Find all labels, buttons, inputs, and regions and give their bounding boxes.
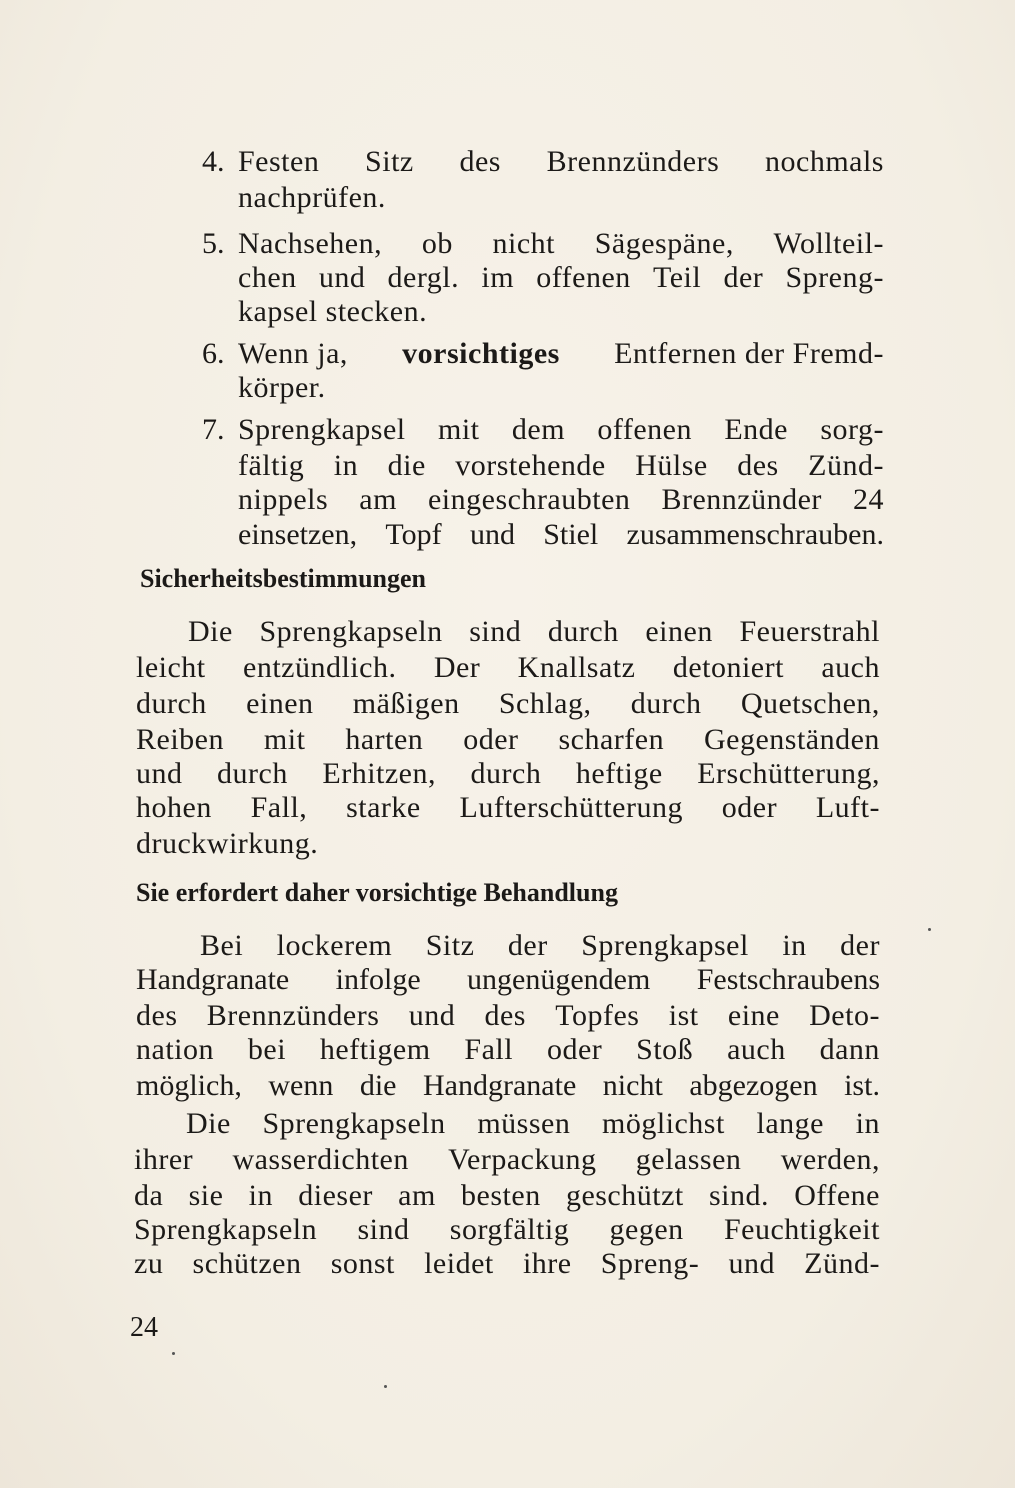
text-line: druckwirkung. <box>136 827 319 860</box>
word: Festen <box>238 145 320 178</box>
text-line <box>238 260 884 296</box>
word: Lufterschütterung <box>459 791 683 824</box>
word: des <box>136 999 178 1032</box>
word: gegen <box>609 1213 684 1246</box>
word: und <box>408 999 456 1032</box>
text-line: kapsel stecken. <box>238 295 428 328</box>
word: Fall <box>464 1033 514 1066</box>
word: der <box>507 929 548 962</box>
word: sie <box>188 1179 224 1212</box>
word: Spreng- <box>785 261 884 294</box>
word: Sprengkapsel <box>581 929 749 962</box>
word: möglich, <box>136 1069 242 1102</box>
text-line <box>136 790 880 826</box>
word: Teil <box>653 261 702 294</box>
word: und <box>136 757 183 790</box>
word: Festschraubens <box>696 963 880 996</box>
word: am <box>398 1179 436 1212</box>
word: durch <box>547 615 619 648</box>
word: detoniert <box>672 651 784 684</box>
word: infolge <box>335 963 421 996</box>
word: chen <box>238 261 297 294</box>
word: Ende <box>724 413 788 446</box>
word: heftige <box>575 757 663 790</box>
word: oder <box>463 723 519 756</box>
text-line <box>238 144 884 180</box>
word: Schlag, <box>498 687 592 720</box>
word: lockerem <box>276 929 393 962</box>
word: Spreng- <box>600 1247 700 1280</box>
text-line: körper. <box>238 371 326 404</box>
word: Luft- <box>815 791 880 824</box>
word: offenen <box>597 413 692 446</box>
text-line <box>200 928 880 964</box>
word: besten <box>461 1179 541 1212</box>
text-line <box>136 962 880 998</box>
text-line <box>136 1068 880 1104</box>
word: zu <box>134 1247 164 1280</box>
word: und <box>318 261 366 294</box>
word: lange <box>756 1107 824 1140</box>
word: eingeschraubten <box>427 483 631 516</box>
word: Stiel <box>543 518 599 551</box>
word: ist. <box>844 1069 880 1102</box>
word: mäßigen <box>352 687 460 720</box>
word: Topfes <box>555 999 640 1032</box>
text-line <box>136 686 880 722</box>
word: des <box>459 145 501 178</box>
word: ob <box>421 227 453 260</box>
word: dem <box>511 413 566 446</box>
word: in <box>248 1179 273 1212</box>
word: 24 <box>853 483 884 516</box>
text-line <box>136 1032 880 1068</box>
word: Erschütterung, <box>697 757 880 790</box>
word: durch <box>217 757 288 790</box>
word: einen <box>645 615 713 648</box>
paper-speck <box>384 1385 387 1388</box>
word: die <box>387 449 426 482</box>
word: im <box>481 261 515 294</box>
word: Hülse <box>635 449 708 482</box>
word: am <box>359 483 397 516</box>
word: sonst <box>330 1247 395 1280</box>
word: fältig <box>238 449 305 482</box>
word: Erhitzen, <box>322 757 436 790</box>
text-line <box>238 448 884 484</box>
section-heading: Sie erfordert daher vorsichtige Behandlung <box>136 878 618 907</box>
list-number: 6. <box>202 337 225 370</box>
word: starke <box>346 791 421 824</box>
word: die <box>359 1069 397 1102</box>
word: Brennzünder <box>661 483 822 516</box>
word: Handgranate <box>423 1069 577 1102</box>
word: Sprengkapseln <box>259 615 443 648</box>
word: Verpackung <box>448 1143 597 1176</box>
word: Brennzünders <box>546 145 720 178</box>
word: Reiben <box>136 723 224 756</box>
word: ungenügendem <box>467 963 651 996</box>
word: Feuerstrahl <box>739 615 880 648</box>
word: wasserdichten <box>232 1143 409 1176</box>
word: des <box>484 999 526 1032</box>
word: sind <box>469 615 522 648</box>
word: nippels <box>238 483 329 516</box>
word: ihre <box>522 1247 572 1280</box>
word: einsetzen, <box>238 518 358 551</box>
word: nation <box>136 1033 214 1066</box>
word: werden, <box>780 1143 880 1176</box>
text-segment: Entfernen der Fremd- <box>614 337 884 370</box>
word: in <box>782 929 807 962</box>
text-line <box>238 226 884 262</box>
word: vorstehende <box>455 449 606 482</box>
word: dieser <box>298 1179 373 1212</box>
text-line <box>136 722 880 758</box>
word: hohen <box>136 791 212 824</box>
word: sorgfältig <box>449 1213 570 1246</box>
page-number: 24 <box>130 1312 158 1343</box>
word: Zünd- <box>808 449 884 482</box>
word: in <box>855 1107 880 1140</box>
word: dann <box>819 1033 880 1066</box>
word: müssen <box>477 1107 571 1140</box>
word: wenn <box>268 1069 334 1102</box>
word: Nachsehen, <box>238 227 383 260</box>
word: Die <box>186 1107 231 1140</box>
text-line <box>238 482 884 518</box>
word: Fall, <box>250 791 308 824</box>
word: oder <box>546 1033 603 1066</box>
word: Feuchtigkeit <box>723 1213 880 1246</box>
text-line <box>186 1106 880 1142</box>
word: der <box>723 261 764 294</box>
word: leidet <box>424 1247 494 1280</box>
word: Sprengkapseln <box>134 1213 318 1246</box>
word: und <box>728 1247 775 1280</box>
text-line: nachprüfen. <box>238 181 386 214</box>
word: durch <box>630 687 702 720</box>
word: Sprengkapseln <box>262 1107 446 1140</box>
word: Sprengkapsel <box>238 413 406 446</box>
word: Bei <box>200 929 244 962</box>
word: nicht <box>492 227 556 260</box>
word: sind. <box>708 1179 769 1212</box>
word: harten <box>345 723 424 756</box>
word: durch <box>470 757 542 790</box>
word: durch <box>136 687 207 720</box>
text-segment: Wenn ja, <box>238 337 348 370</box>
emphasis-text: vorsichtiges <box>402 337 560 370</box>
word: zusammenschrauben. <box>626 518 884 551</box>
word: Die <box>188 615 233 648</box>
word: auch <box>821 651 880 684</box>
list-number: 5. <box>202 227 225 260</box>
word: Sitz <box>365 145 414 178</box>
text-line <box>134 1178 880 1214</box>
word: ist <box>668 999 699 1032</box>
word: mit <box>438 413 480 446</box>
word: Brennzünders <box>206 999 380 1032</box>
word: Stoß <box>636 1033 694 1066</box>
word: Knallsatz <box>517 651 636 684</box>
list-number: 4. <box>202 145 225 178</box>
word: offenen <box>536 261 631 294</box>
paper-speck <box>172 1352 175 1355</box>
word: Topf <box>385 518 442 551</box>
text-line <box>188 614 880 650</box>
text-line <box>134 1212 880 1248</box>
word: geschützt <box>565 1179 684 1212</box>
word: oder <box>721 791 778 824</box>
word: Handgranate <box>136 963 290 996</box>
word: der <box>840 929 880 962</box>
list-number: 7. <box>202 413 225 446</box>
word: möglichst <box>601 1107 725 1140</box>
word: Wollteil- <box>773 227 884 260</box>
word: ihrer <box>134 1143 194 1176</box>
text-line <box>136 998 880 1034</box>
word: scharfen <box>558 723 665 756</box>
word: Deto- <box>809 999 880 1032</box>
word: sind <box>357 1213 410 1246</box>
word: und <box>469 518 515 551</box>
section-heading: Sicherheitsbestimmungen <box>140 564 426 593</box>
word: abgezogen <box>689 1069 818 1102</box>
word: entzündlich. <box>243 651 397 684</box>
word: einen <box>246 687 314 720</box>
paper-speck <box>928 928 931 931</box>
word: Sägespäne, <box>594 227 734 260</box>
text-line <box>134 1142 880 1178</box>
word: schützen <box>192 1247 302 1280</box>
word: in <box>333 449 359 482</box>
text-line <box>134 1246 880 1282</box>
word: Sitz <box>425 929 475 962</box>
word: Offene <box>794 1179 880 1212</box>
word: leicht <box>136 651 206 684</box>
word: des <box>737 449 779 482</box>
word: dergl. <box>387 261 460 294</box>
word: eine <box>727 999 780 1032</box>
word: auch <box>727 1033 786 1066</box>
word: Der <box>433 651 481 684</box>
word: sorg- <box>820 413 884 446</box>
text-line <box>136 650 880 686</box>
text-line <box>238 336 884 372</box>
word: Quetschen, <box>740 687 880 720</box>
text-line <box>136 756 880 792</box>
word: heftigem <box>319 1033 431 1066</box>
word: Gegenständen <box>704 723 880 756</box>
word: bei <box>247 1033 287 1066</box>
word: nochmals <box>765 145 884 178</box>
word: nicht <box>602 1069 663 1102</box>
text-line <box>238 412 884 448</box>
word: da <box>134 1179 164 1212</box>
text-line <box>238 517 884 553</box>
word: mit <box>263 723 306 756</box>
word: Zünd- <box>804 1247 880 1280</box>
word: gelassen <box>635 1143 742 1176</box>
